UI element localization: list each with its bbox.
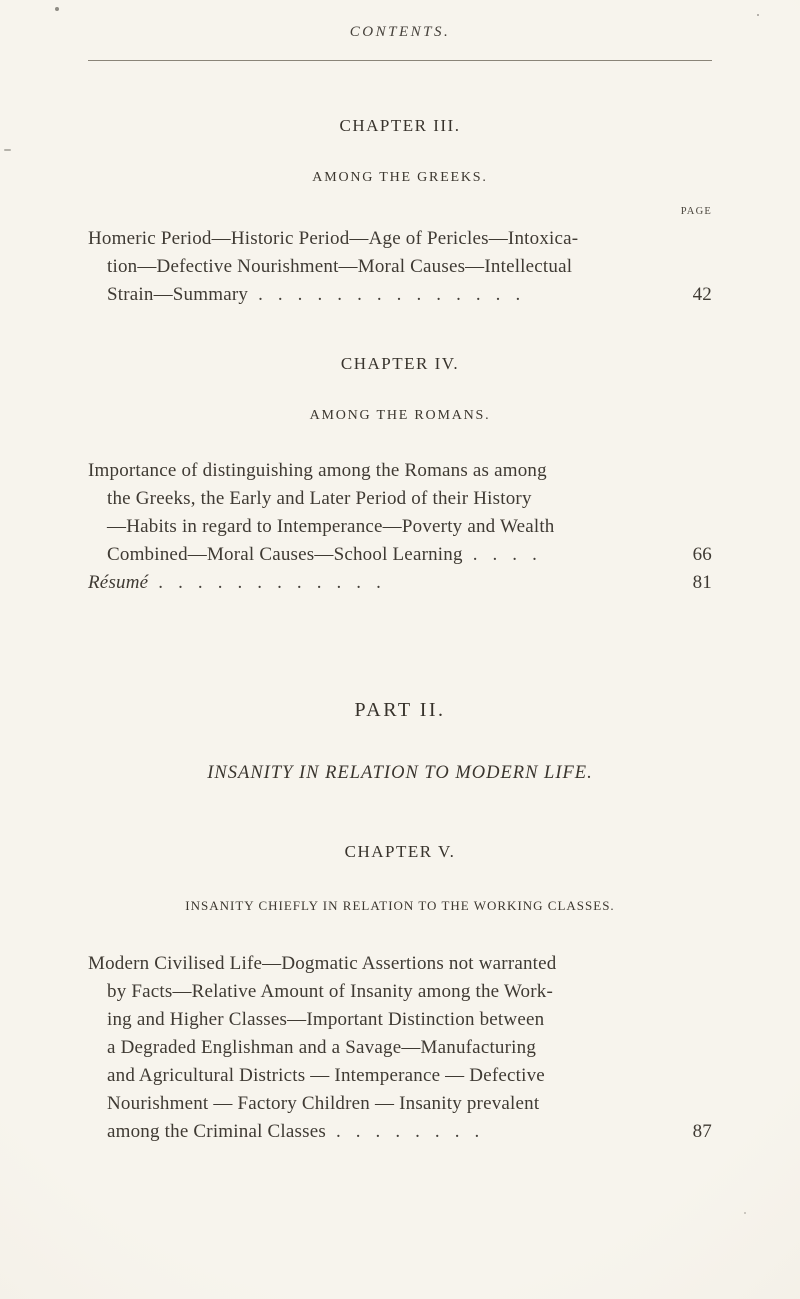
toc-line-text: Strain—Summary: [107, 284, 249, 305]
chapter-3-subheading: AMONG THE GREEKS.: [312, 170, 488, 185]
toc-line: [88, 281, 712, 309]
chapter-5-section: [88, 841, 712, 1146]
scan-speck: [55, 7, 59, 11]
scan-speck: [4, 149, 11, 151]
part-2-heading: PART II.: [354, 699, 446, 721]
dot-leader: . . . . . . . . . . . . . .: [258, 284, 521, 305]
page-number: 42: [692, 284, 712, 305]
toc-line-text: a Degraded Englishman and a Savage—Manufacturing: [107, 1037, 537, 1058]
toc-line-text: and Agricultural Districts — Intemperance — Defective: [107, 1065, 545, 1086]
chapter-4-heading: CHAPTER IV.: [340, 354, 460, 373]
toc-line: [88, 1090, 712, 1118]
toc-line-text: —Habits in regard to Intemperance—Poverty and Wealth: [107, 516, 555, 537]
running-header: CONTENTS.: [349, 24, 451, 40]
toc-line-text: tion—Defective Nourishment—Moral Causes—Intellectual: [107, 256, 573, 277]
page-number: 81: [692, 572, 712, 593]
toc-line: [88, 950, 712, 978]
dot-leader: . . . .: [472, 544, 538, 565]
toc-line: [88, 225, 712, 253]
toc-line: [88, 1062, 712, 1090]
scan-speck: [744, 1212, 746, 1214]
toc-line: [88, 978, 712, 1006]
scan-speck: [757, 14, 759, 16]
toc-line-text: Homeric Period—Historic Period—Age of Pericles—Intoxica-: [88, 228, 579, 249]
toc-line: [88, 1034, 712, 1062]
dot-leader: . . . . . . . . . . . .: [158, 572, 382, 593]
page-column-label: PAGE: [680, 206, 712, 217]
toc-line: [88, 569, 712, 597]
header-rule: [88, 60, 712, 61]
page-number: 87: [692, 1121, 712, 1142]
toc-line: [88, 457, 712, 485]
toc-line: [88, 253, 712, 281]
part-2-title: INSANITY IN RELATION TO MODERN LIFE.: [207, 763, 593, 783]
chapter-5-heading: CHAPTER V.: [344, 842, 456, 861]
chapter-5-subheading: INSANITY CHIEFLY IN RELATION TO THE WORKING CLASSES.: [185, 898, 615, 913]
toc-line: [88, 1118, 712, 1146]
toc-line-text: by Facts—Relative Amount of Insanity among the Work-: [107, 981, 553, 1002]
dot-leader: . . . . . . . .: [335, 1121, 480, 1142]
chapter-4-section: [88, 353, 712, 597]
toc-line: [88, 541, 712, 569]
toc-line-text: Modern Civilised Life—Dogmatic Assertions not warranted: [88, 953, 557, 974]
chapter-3-section: [88, 115, 712, 309]
toc-line: [88, 485, 712, 513]
toc-line-text: among the Criminal Classes: [107, 1121, 326, 1142]
toc-line-text: Importance of distinguishing among the Romans as among: [88, 460, 547, 481]
toc-line-text: the Greeks, the Early and Later Period of their History: [107, 488, 532, 509]
chapter-4-summary: [88, 457, 712, 597]
part-2-section: [88, 697, 712, 785]
page-number: 66: [692, 544, 712, 565]
toc-line: [88, 1006, 712, 1034]
toc-line: [88, 513, 712, 541]
chapter-3-heading: CHAPTER III.: [339, 116, 461, 135]
toc-line-text: ing and Higher Classes—Important Distinction between: [107, 1009, 545, 1030]
toc-line-text: Résumé: [88, 572, 149, 593]
toc-line-text: Combined—Moral Causes—School Learning: [107, 544, 463, 565]
chapter-3-summary: [88, 225, 712, 309]
chapter-5-summary: [88, 950, 712, 1146]
chapter-4-subheading: AMONG THE ROMANS.: [309, 408, 491, 423]
toc-line-text: Nourishment — Factory Children — Insanity prevalent: [107, 1093, 540, 1114]
